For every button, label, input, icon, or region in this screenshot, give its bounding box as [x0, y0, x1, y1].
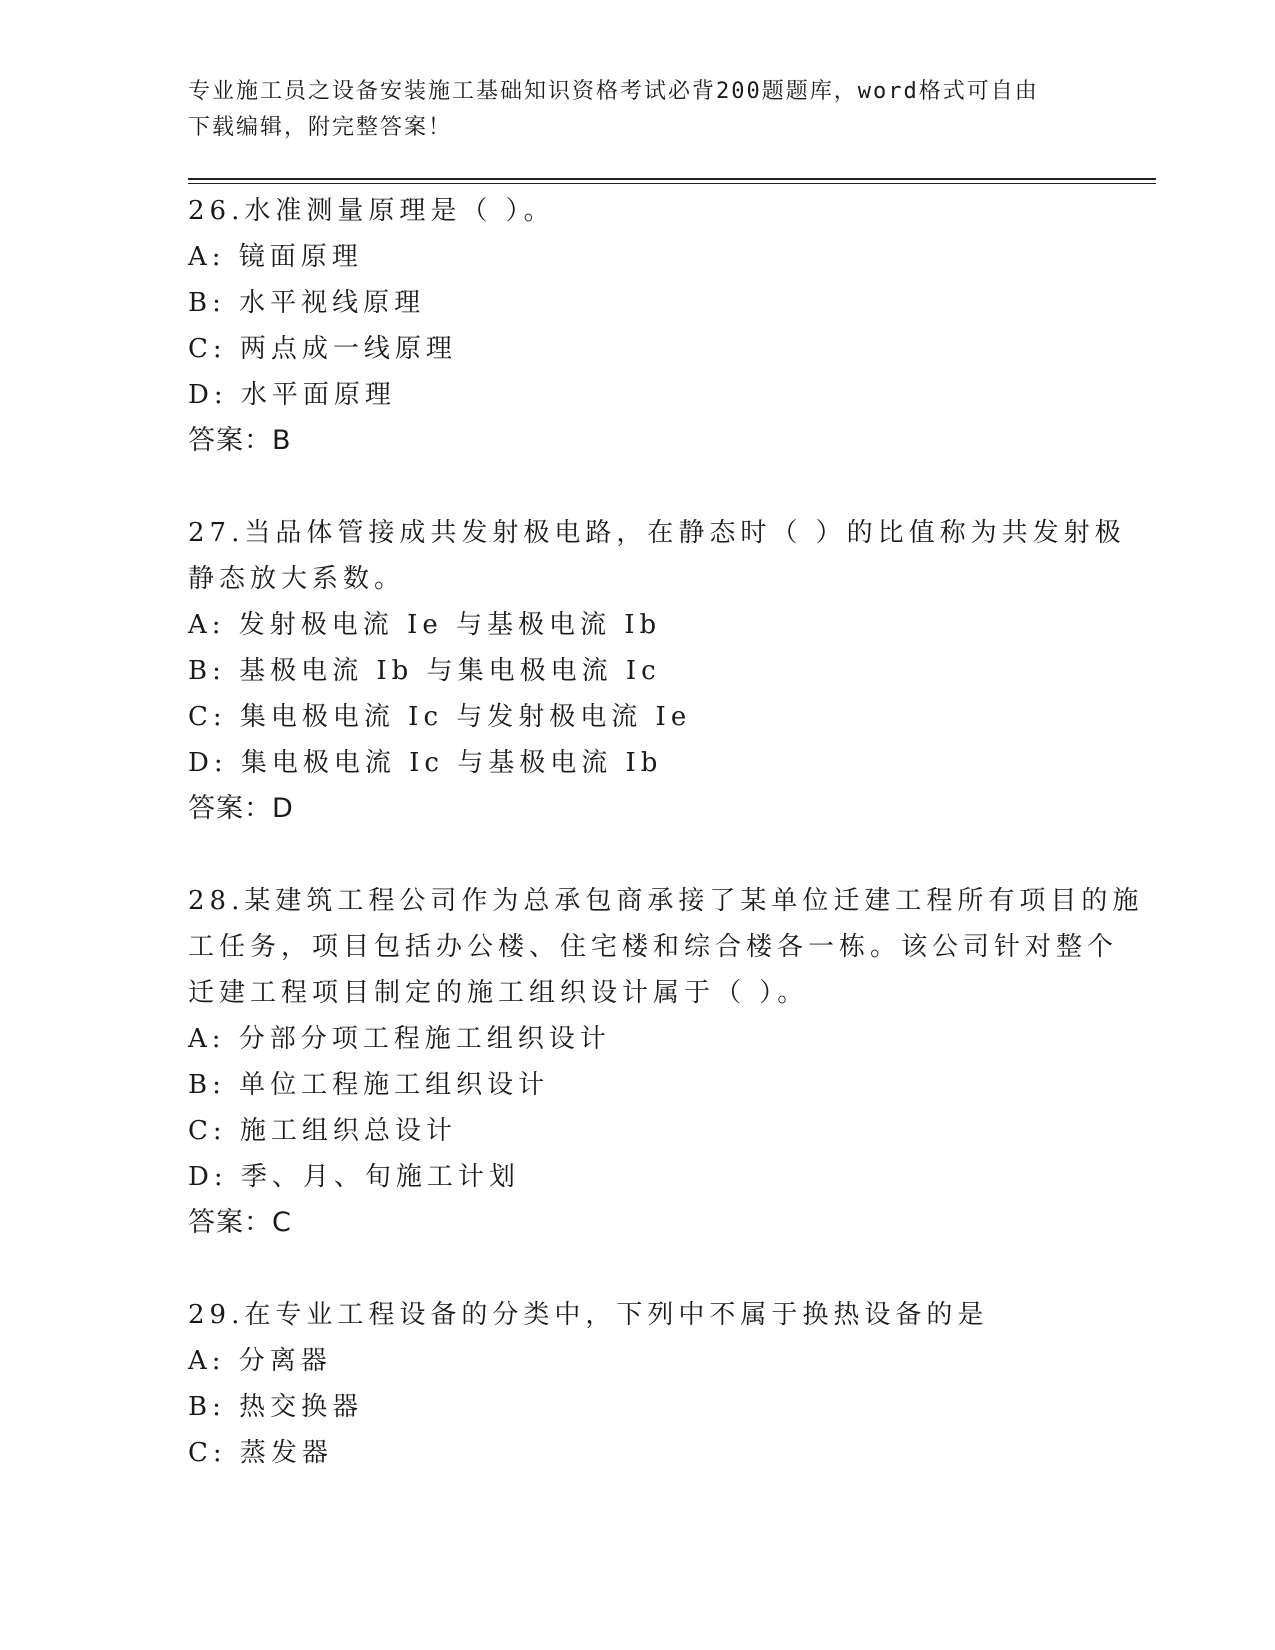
question-text-line: 26.水准测量原理是（ ）。 — [188, 196, 555, 226]
question-text-line: 静态放大系数。 — [188, 564, 406, 594]
question-text — [188, 1292, 1088, 1338]
question-text — [188, 510, 1126, 602]
option-c: C: 集电极电流 Ic 与发射极电流 Ie — [188, 702, 692, 732]
question-text-line: 29.在专业工程设备的分类中，下列中不属于换热设备的是 — [188, 1300, 989, 1330]
question-text — [188, 188, 1088, 234]
option-d: D: 集电极电流 Ic 与基极电流 Ib — [188, 748, 663, 778]
question-28 — [188, 878, 1144, 1246]
option-c: C: 施工组织总设计 — [188, 1116, 457, 1146]
option-b: B: 热交换器 — [188, 1392, 364, 1422]
option-b: B: 单位工程施工组织设计 — [188, 1070, 550, 1100]
question-27 — [188, 510, 1126, 832]
option-a: A: 镜面原理 — [188, 242, 363, 272]
option-d: D: 季、月、旬施工计划 — [188, 1162, 520, 1192]
question-text — [188, 878, 1144, 1016]
document-header — [188, 74, 1088, 146]
question-26 — [188, 188, 1088, 464]
option-c: C: 两点成一线原理 — [188, 334, 457, 364]
option-d: D: 水平面原理 — [188, 380, 396, 410]
option-a: A: 分离器 — [188, 1346, 332, 1376]
option-c: C: 蒸发器 — [188, 1438, 333, 1468]
answer-line: 答案：C — [188, 1207, 292, 1238]
option-a: A: 发射极电流 Ie 与基极电流 Ib — [188, 610, 662, 640]
question-text-line: 27.当品体管接成共发射极电路，在静态时（ ）的比值称为共发射极 — [188, 518, 1126, 548]
option-a: A: 分部分项工程施工组织设计 — [188, 1024, 611, 1054]
header-line-2: 下载编辑，附完整答案！ — [188, 115, 453, 140]
header-divider-thin — [188, 183, 1156, 184]
answer-line: 答案：D — [188, 793, 294, 824]
question-list — [188, 188, 1144, 1522]
header-divider-thick — [188, 178, 1156, 180]
question-text-line: 28.某建筑工程公司作为总承包商承接了某单位迁建工程所有项目的施 — [188, 886, 1144, 916]
answer-line: 答案：B — [188, 425, 292, 456]
header-line-1: 专业施工员之设备安装施工基础知识资格考试必背200题题库，word格式可自由 — [188, 79, 1039, 104]
question-text-line: 工任务，项目包括办公楼、住宅楼和综合楼各一栋。该公司针对整个 — [188, 932, 1119, 962]
question-text-line: 迁建工程项目制定的施工组织设计属于（ ）。 — [188, 978, 809, 1008]
option-b: B: 水平视线原理 — [188, 288, 426, 318]
question-29 — [188, 1292, 1088, 1476]
option-b: B: 基极电流 Ib 与集电极电流 Ic — [188, 656, 661, 686]
